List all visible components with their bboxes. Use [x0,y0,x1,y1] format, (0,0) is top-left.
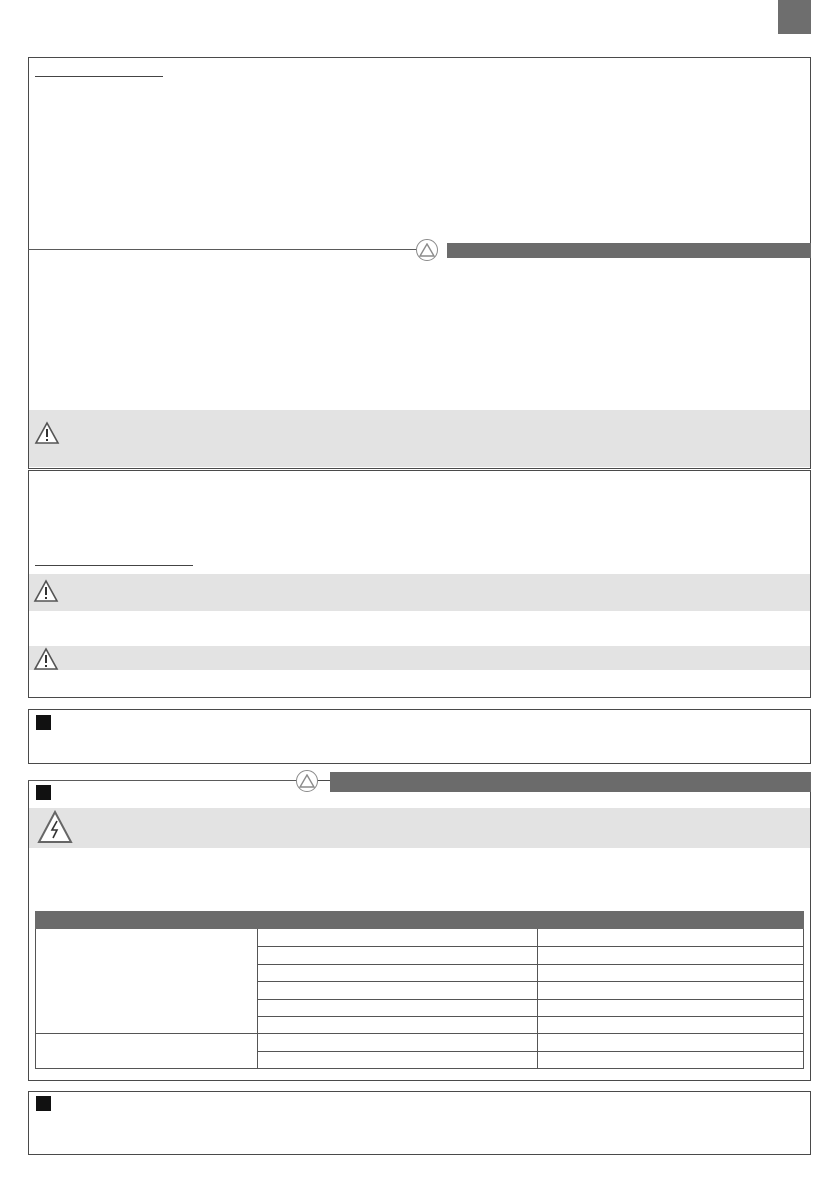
page-corner-tab [778,0,811,34]
table-header-row [35,911,804,929]
table-group-line [35,1033,804,1034]
circle-triangle-icon [416,239,438,261]
table-row-line [257,999,804,1000]
intro-frame [28,57,811,469]
table-row-line [257,1016,804,1017]
table-row-line [257,946,804,947]
section-divider-line [28,249,418,250]
installation-heading-rule [35,565,193,566]
step-marker [36,1096,51,1111]
electrical-warning-band [29,808,810,848]
warning-triangle-icon [33,647,59,671]
step-marker [36,715,51,730]
warning-triangle-icon [33,579,59,603]
table-row-line [257,981,804,982]
step-box [28,1091,811,1155]
table-row-line [257,1051,804,1052]
warning-triangle-icon [34,421,60,445]
section-divider-line [28,780,298,781]
step-box [28,709,811,764]
warning-band [29,410,810,467]
circle-triangle-icon [296,770,318,792]
lightning-triangle-icon [37,810,73,844]
step-marker [36,785,51,800]
warning-band [29,646,810,670]
intro-heading-rule [35,76,163,77]
table-row-line [257,964,804,965]
general-warnings-bar [447,243,811,258]
step-section-bar [330,772,811,792]
warning-band [29,574,810,611]
